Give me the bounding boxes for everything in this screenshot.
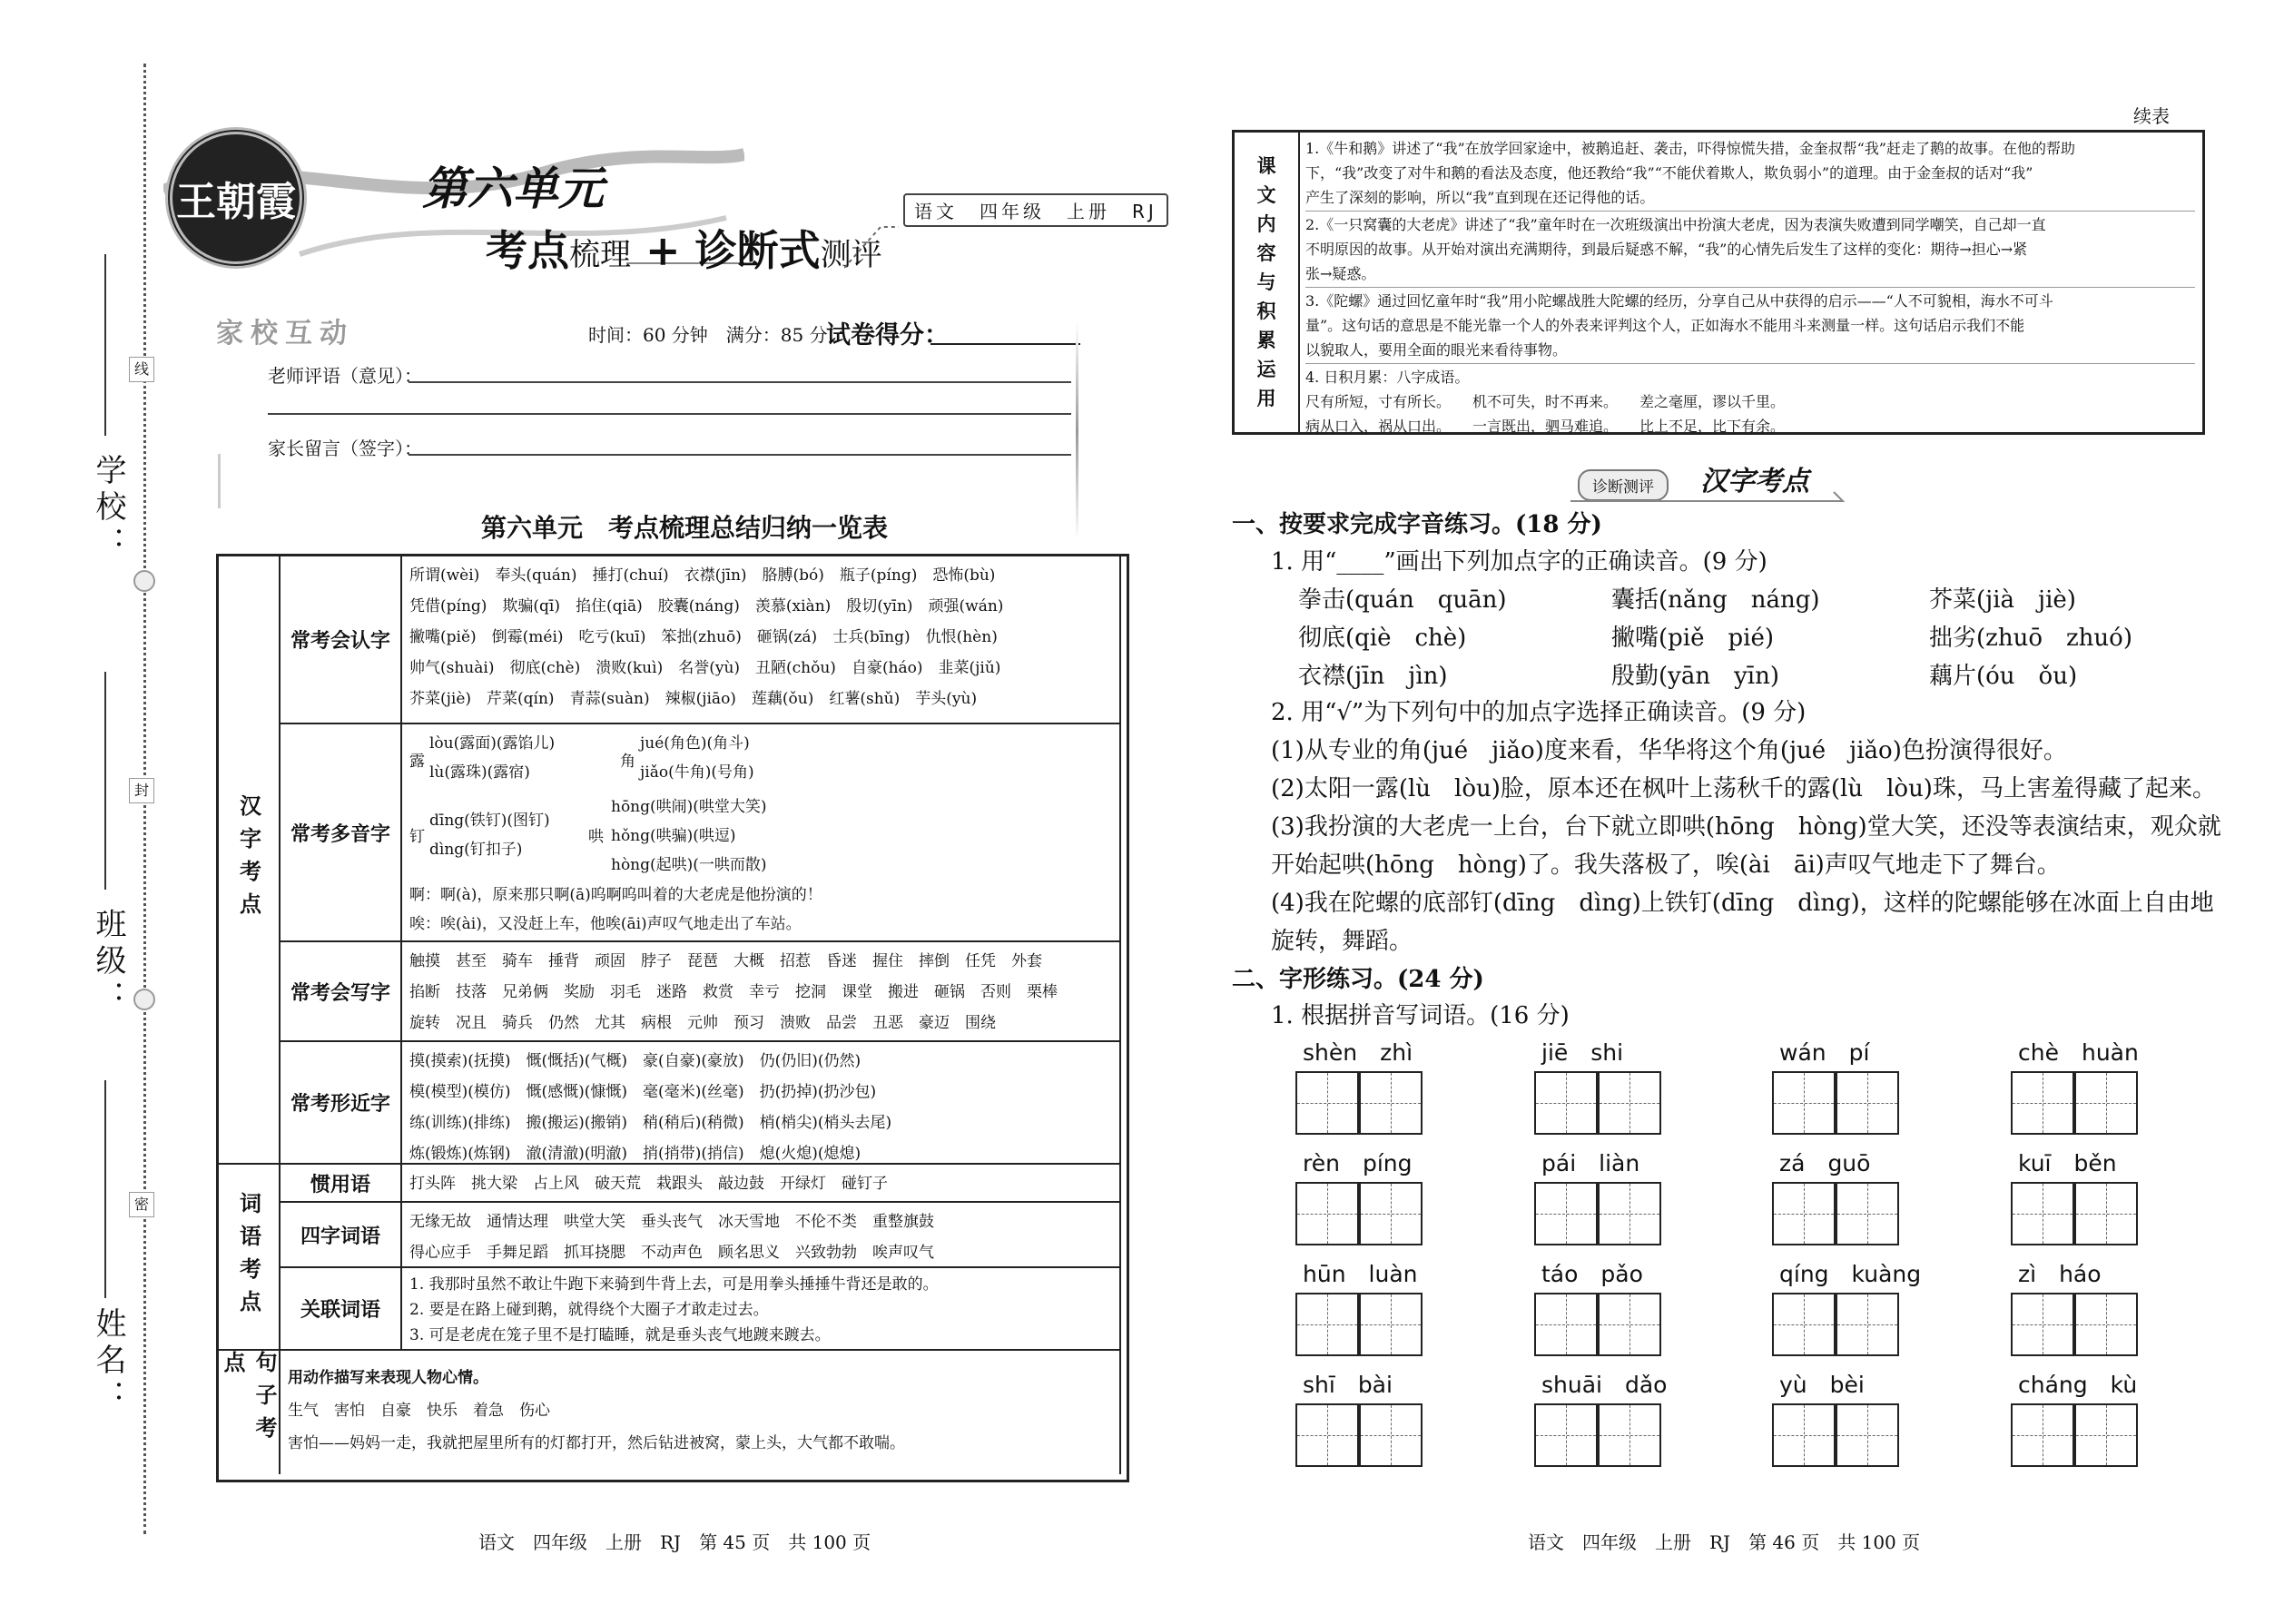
section-title: 汉字考点 (1700, 466, 1809, 497)
q1-item[interactable]: 囊括(nǎng náng) (1611, 586, 1820, 614)
sizi-content: 无缘无故 通情达理 哄堂大笑 垂头丧气 冰天雪地 不伦不类 重整旗鼓 得心应手 手舞足蹈 抓耳挠腮 不动声色 顾名思义 兴致勃勃 唉声叹气 (402, 1203, 1121, 1268)
tianzige-writing-box[interactable] (1359, 1403, 1423, 1467)
tianzige-writing-box[interactable] (2074, 1293, 2138, 1356)
pinyin-label: zá guō (1779, 1150, 1871, 1176)
name-blank[interactable] (104, 1080, 106, 1298)
row-label-sizi: 四字词语 (281, 1203, 402, 1268)
ciyu-section-label: 词语考点 (219, 1165, 281, 1351)
guanyong-content: 打头阵 挑大梁 占上风 破天荒 栽跟头 敲边鼓 开绿灯 碰钉子 (402, 1165, 1121, 1203)
tianzige-writing-box[interactable] (1598, 1182, 1661, 1245)
tianzige-writing-box[interactable] (1295, 1403, 1359, 1467)
brand-logo: 王朝霞 (165, 127, 307, 269)
row-label-guanlian: 关联词语 (281, 1268, 402, 1351)
subject-grade-tag: 语文 四年级 上册 RJ (903, 193, 1168, 227)
pinyin-label: cháng kù (2018, 1372, 2138, 1398)
jiao-reading-1: jué(角色)(角斗) (640, 734, 750, 753)
xiezi-content: 触摸 甚至 骑车 捶背 顽固 脖子 琵琶 大概 招惹 昏迷 握住 摔倒 任凭 外套 掐断 技落 兄弟俩 奖励 羽毛 迷路 救赏 幸亏 挖洞 课堂 搬进 砸锅 否则 栗棒 旋转 况且 骑兵 仍然 尤其 病根 元帅 预习 溃败 品尝 丑恶 豪迈 围绕 (402, 942, 1121, 1042)
pinyin-label: yù bèi (1779, 1372, 1865, 1398)
parent-comment-field[interactable] (409, 454, 1071, 456)
tianzige-writing-box[interactable] (1295, 1071, 1359, 1135)
tianzige-writing-box[interactable] (1598, 1293, 1661, 1356)
teacher-comment-label: 老师评语（意见）： (268, 365, 422, 387)
tianzige-writing-box[interactable] (2011, 1403, 2074, 1467)
teacher-comment-field[interactable] (409, 381, 1071, 383)
pinyin-label: shèn zhì (1303, 1039, 1413, 1066)
q1-item[interactable]: 彻底(qiè chè) (1298, 625, 1467, 652)
polyphone-lu: 露 (409, 753, 425, 771)
teacher-comment-field-2[interactable] (268, 413, 1071, 415)
q2-sentence[interactable]: (2)太阳一露(lù lòu)脸，原本还在枫叶上荡秋千的露(lù lòu)珠，马上害羞得藏了起来。 (1271, 775, 2216, 802)
unit-title: 第六单元 (422, 162, 604, 215)
tianzige-writing-box[interactable] (2074, 1071, 2138, 1135)
xingjin-content: 摸(摸索)(抚摸) 慨(慨括)(气概) 豪(自豪)(豪放) 仍(仍旧)(仍然) 模(模型)(模仿) 慨(感慨)(慷慨) 毫(毫米)(丝毫) 扔(扔掉)(扔沙包) 练(训练)(排练) 搬(搬运)(搬销) 稍(稍后)(稍微) 梢(梢尖)(梢头去尾) 炼(锻炼)(炼钢) 澈(清澈)(明澈) 捎(捎带)(捎信) 熄(火熄)(熄熄) (402, 1042, 1121, 1165)
polyphone-hong: 哄 (588, 828, 604, 846)
question-2: 2. 用“√”为下列句中的加点字选择正确读音。(9 分) (1271, 699, 1807, 726)
ding-reading-2: dìng(钉扣子) (429, 841, 523, 859)
q2-sentence[interactable]: (4)我在陀螺的底部钉(dīng dìng)上铁钉(dīng dìng)，这样的陀螺能够在冰面上自由地 (1271, 890, 2214, 917)
guanlian-content: 1. 我那时虽然不敢让牛跑下来骑到牛背上去，可是用拳头捶捶牛背还是敢的。 2. 要是在路上碰到鹅，就得绕个大圈子才敢走过去。 3. 可是老虎在笼子里不是打瞌睡，就是垂头丧气地踱来踱去。 (402, 1268, 1121, 1351)
tianzige-writing-box[interactable] (1534, 1071, 1598, 1135)
tianzige-writing-box[interactable] (1598, 1071, 1661, 1135)
section-tag: 诊断测评 (1578, 469, 1669, 501)
renzi-content: 所谓(wèi) 奉头(quán) 捶打(chuí) 衣襟(jīn) 胳膊(bó) 瓶子(píng) 恐怖(bù) 凭借(píng) 欺骗(qī) 掐住(qiā) 胶囊(náng) 羡慕(xiàn) 殷切(yīn) 顽强(wán) 撇嘴(piě) 倒霉(méi) 吃亏(kuī) 笨拙(zhuō) 砸锅(zá) 士兵(bīng) 仇恨(hèn) 帅气(shuài) 彻底(chè) 溃败(kuì) 名誉(yù) 丑陋(chǒu) 自豪(háo) 韭菜(jiǔ) 芥菜(jiè) 芹菜(qín) 青蒜(suàn) 辣椒(jiāo) 莲藕(ǒu) 红薯(shǔ) 芋头(yù) (402, 556, 1121, 724)
row-label-xingjin: 常考形近字 (281, 1042, 402, 1165)
row-label-guanyong: 惯用语 (281, 1165, 402, 1203)
class-blank[interactable] (104, 672, 106, 890)
tianzige-writing-box[interactable] (1359, 1182, 1423, 1245)
pinyin-label: qíng kuàng (1779, 1261, 1922, 1287)
ai-sentence: 唉：唉(ài)，又没赶上车，他唉(āi)声叹气地走出了车站。 (409, 915, 802, 933)
pinyin-label: zì háo (2018, 1261, 2102, 1287)
tianzige-writing-box[interactable] (2011, 1182, 2074, 1245)
section-arrow-icon (1570, 488, 1861, 503)
continued-label: 续表 (2133, 105, 2170, 127)
question-1: 1. 用“____”画出下列加点字的正确读音。(9 分) (1271, 548, 1767, 576)
seal-mark-feng: 封 (129, 778, 154, 803)
q1-item[interactable]: 藕片(óu ǒu) (1929, 663, 2078, 690)
tianzige-writing-box[interactable] (1836, 1293, 1899, 1356)
q1-item[interactable]: 拙劣(zhuō zhuó) (1929, 625, 2132, 652)
q1-item[interactable]: 拳击(quán quān) (1298, 586, 1507, 614)
pinyin-label: táo pǎo (1541, 1261, 1643, 1287)
lesson-content-table (1232, 130, 2205, 435)
score-field[interactable] (930, 343, 1080, 345)
seal-mark-xian: 线 (129, 357, 154, 382)
pinyin-label: rèn píng (1303, 1150, 1413, 1176)
q2-sentence[interactable]: (1)从专业的角(jué jiǎo)度来看，华华将这个角(jué jiǎo)色扮演得很好。 (1271, 737, 2067, 764)
binding-hole-icon (133, 989, 155, 1010)
question-3: 1. 根据拼音写词语。(16 分) (1271, 1002, 1570, 1029)
seal-mark-mi: 密 (129, 1192, 154, 1217)
tianzige-writing-box[interactable] (1534, 1182, 1598, 1245)
tianzige-writing-box[interactable] (1772, 1403, 1836, 1467)
tianzige-writing-box[interactable] (2011, 1293, 2074, 1356)
tianzige-writing-box[interactable] (1836, 1403, 1899, 1467)
hong-reading-1: hōng(哄闹)(哄堂大笑) (611, 798, 767, 816)
binding-hole-icon (133, 570, 155, 592)
a-sentence: 啊：啊(à)，原来那只啊(ā)呜啊呜叫着的大老虎是他扮演的！ (409, 886, 822, 904)
tianzige-writing-box[interactable] (1772, 1293, 1836, 1356)
page-footer-left: 语文 四年级 上册 RJ 第 45 页 共 100 页 (478, 1531, 871, 1553)
lu-reading-1: lòu(露面)(露馅儿) (429, 734, 556, 753)
summary-table (216, 554, 1129, 1482)
ding-reading-1: dīng(铁钉)(图钉) (429, 812, 550, 830)
lesson-content-body: 1.《牛和鹅》讲述了“我”在放学回家途中，被鹅追赶、袭击，吓得惊慌失措，金奎叔帮“我”赶走了鹅的故事。在他的帮助 下，“我”改变了对牛和鹅的看法及态度，他还教给“我”“不能伏着欺人，欺负弱小”的道理。由于金奎叔的话对“我” 产生了深刻的影响，所以“我”直到现在还记得他的话。 2.《一只窝囊的大老虎》讲述了“我”童年时在一次班级演出中扮演大老虎，因为表演失败遭到同学嘲笑，自己却一直 不明原因的故事。从开始对演出充满期待，到最后疑惑不解，“我”的心情先后发生了这样的变化：期待→担心→紧 张→疑惑。 3.《陀螺》通过回忆童年时“我”用小陀螺战胜大陀螺的经历，分享自己从中获得的启示——“人不可貌相，海水不可斗 量”。这句话的意思是不能光靠一个人的外表来评判这个人，正如海水不能用斗来测量一样。这句话启示我们不能 以貌取人，要用全面的眼光来看待事物。 4. 日积月累：八字成语。 尺有所短，寸有所长。 机不可失，时不再来。 差之毫厘，谬以千里。 病从口入，祸从口出。 一言既出，驷马难追。 比上不足，比下有余。 (1305, 136, 2195, 438)
pinyin-label: jiē shi (1541, 1039, 1624, 1066)
school-blank[interactable] (104, 254, 106, 436)
dashed-arrow-decoration (844, 218, 899, 272)
tianzige-writing-box[interactable] (1772, 1071, 1836, 1135)
tianzige-writing-box[interactable] (1772, 1182, 1836, 1245)
lu-reading-2: lù(露珠)(露宿) (429, 763, 530, 782)
tianzige-writing-box[interactable] (1836, 1071, 1899, 1135)
q2-sentence: 旋转，舞蹈。 (1271, 928, 1413, 955)
tianzige-writing-box[interactable] (2074, 1182, 2138, 1245)
pinyin-label: kuī běn (2018, 1150, 2117, 1176)
duoyin-content (402, 724, 1121, 942)
jiao-reading-2: jiǎo(牛角)(号角) (640, 763, 754, 782)
pinyin-label: hūn luàn (1303, 1261, 1418, 1287)
parent-comment-label: 家长留言（签字）： (268, 438, 422, 459)
tianzige-writing-box[interactable] (1295, 1182, 1359, 1245)
tianzige-writing-box[interactable] (1534, 1293, 1598, 1356)
table-title: 第六单元 考点梳理总结归纳一览表 (481, 513, 889, 543)
school-label: 学校： (90, 454, 126, 563)
home-school-tag: 家校互动 (216, 318, 354, 349)
juzi-content: 用动作描写来表现人物心情。 生气 害怕 自豪 快乐 着急 伤心 害怕——妈妈一走，我就把屋里所有的灯都打开，然后钻进被窝，蒙上头，大气都不敢喘。 (281, 1351, 1121, 1474)
row-label-renzi: 常考会认字 (281, 556, 402, 724)
tianzige-writing-box[interactable] (2011, 1071, 2074, 1135)
q1-item[interactable]: 殷勤(yān yīn) (1611, 663, 1779, 690)
q2-sentence[interactable]: (3)我扮演的大老虎一上台，台下就立即哄(hōng hòng)堂大笑，还没等表演结束，观众就 (1271, 813, 2221, 841)
pinyin-label: chè huàn (2018, 1039, 2139, 1066)
class-label: 班级： (90, 908, 126, 1017)
q1-item[interactable]: 芥菜(jià jiè) (1929, 586, 2076, 614)
tianzige-writing-box[interactable] (1598, 1403, 1661, 1467)
page-subtitle: 考点梳理 + 诊断式测评 (486, 226, 882, 275)
polyphone-ding: 钉 (409, 828, 425, 846)
pinyin-label: shuāi dǎo (1541, 1372, 1668, 1398)
tianzige-writing-box[interactable] (1836, 1182, 1899, 1245)
q2-sentence[interactable]: 开始起哄(hōng hòng)了。我失落极了，唉(ài āi)声叹气地走下了舞台。 (1271, 851, 2061, 879)
pinyin-label: pái liàn (1541, 1150, 1640, 1176)
page-footer-right: 语文 四年级 上册 RJ 第 46 页 共 100 页 (1528, 1531, 1921, 1553)
lesson-content-label: 课文内容与积累运用 (1235, 133, 1300, 432)
juzi-section-label: 句子考点 (219, 1351, 281, 1474)
tianzige-writing-box[interactable] (1295, 1293, 1359, 1356)
divider (1076, 322, 1078, 540)
tianzige-writing-box[interactable] (1359, 1071, 1423, 1135)
tianzige-writing-box[interactable] (1359, 1293, 1423, 1356)
pinyin-label: shī bài (1303, 1372, 1393, 1398)
q1-item[interactable]: 衣襟(jīn jìn) (1298, 663, 1448, 690)
polyphone-jiao: 角 (620, 753, 635, 771)
row-label-xiezi: 常考会写字 (281, 942, 402, 1042)
divider (218, 454, 221, 508)
section-1-heading: 一、按要求完成字音练习。(18 分) (1232, 511, 1602, 538)
name-label: 姓名： (90, 1307, 126, 1416)
q1-item[interactable]: 撇嘴(piě pié) (1611, 625, 1774, 652)
hong-reading-3: hòng(起哄)(一哄而散) (611, 856, 767, 874)
pinyin-label: wán pí (1779, 1039, 1870, 1066)
tianzige-writing-box[interactable] (1534, 1403, 1598, 1467)
score-label: 试卷得分： (826, 321, 949, 349)
hong-reading-2: hǒng(哄骗)(哄逗) (611, 827, 736, 845)
time-and-score-info: 时间：60 分钟 满分：85 分 (588, 324, 828, 346)
tianzige-writing-box[interactable] (2074, 1403, 2138, 1467)
row-label-duoyin: 常考多音字 (281, 724, 402, 942)
section-2-heading: 二、字形练习。(24 分) (1232, 966, 1484, 993)
hanzi-section-label: 汉字考点 (219, 556, 281, 1165)
